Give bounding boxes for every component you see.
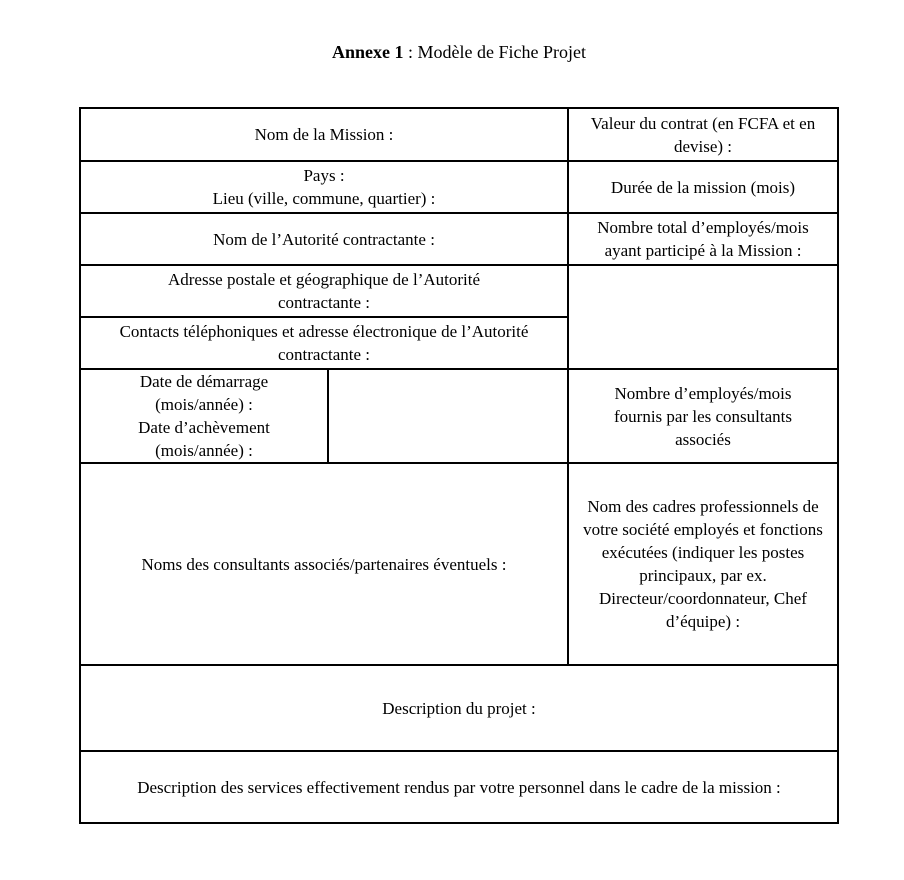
- end-date-label: Date d’achèvement (mois/année) :: [138, 418, 270, 460]
- dates-value-cell: [329, 370, 567, 462]
- partners-cell: [81, 464, 567, 664]
- total-staff-label: Nombre total d’employés/mois ayant participé à la Mission :: [597, 218, 809, 260]
- project-description-cell: [81, 666, 837, 750]
- mission-name-label: Nom de la Mission :: [254, 125, 394, 144]
- duration-label: Durée de la mission (mois): [610, 177, 796, 197]
- empty-cell: [569, 266, 837, 368]
- key-staff-cell: [569, 464, 837, 664]
- authority-address-cell: [81, 266, 567, 316]
- location-cell: [81, 162, 567, 212]
- mission-name-cell: [81, 109, 567, 160]
- location-label: Lieu (ville, commune, quartier) :: [212, 189, 436, 208]
- authority-name-label: Nom de l’Autorité contractante :: [213, 229, 435, 249]
- project-sheet-table: [79, 107, 839, 824]
- title-text: : Modèle de Fiche Projet: [403, 42, 586, 62]
- dates-cell: [81, 370, 327, 462]
- duration-cell: [569, 162, 837, 212]
- authority-address-label: Adresse postale et géographique de l’Autorité contractante :: [167, 270, 481, 312]
- services-description-label: Description des services effectivement rendus par votre personnel dans le cadre de la mission :: [137, 777, 781, 797]
- start-date-label: Date de démarrage (mois/année) :: [139, 372, 269, 414]
- dates-stack: [111, 370, 297, 462]
- contract-value-label: Valeur du contrat (en FCFA et en devise) :: [590, 113, 816, 156]
- associate-staff-cell: [569, 370, 837, 462]
- country-label: Pays :: [303, 166, 345, 185]
- location-stack: [213, 164, 436, 210]
- total-staff-cell: [569, 214, 837, 264]
- partners-label: Noms des consultants associés/partenaires éventuels :: [141, 554, 507, 574]
- contract-value-cell: [569, 109, 837, 160]
- title-annex-number: Annexe 1: [332, 42, 404, 62]
- authority-name-cell: [81, 214, 567, 264]
- authority-contacts-label: Contacts téléphoniques et adresse électronique de l’Autorité contractante :: [119, 322, 529, 364]
- project-description-label: Description du projet :: [382, 698, 536, 718]
- associate-staff-label: Nombre d’employés/mois fournis par les consultants associés: [614, 383, 792, 449]
- page-title: [0, 40, 904, 64]
- authority-contacts-cell: [81, 318, 567, 368]
- key-staff-label: Nom des cadres professionnels de votre société employés et fonctions exécutées (indiquer les postes principaux, par ex. Directeur/coordonnateur, Chef d’équipe) :: [583, 497, 823, 631]
- services-description-cell: [81, 752, 837, 822]
